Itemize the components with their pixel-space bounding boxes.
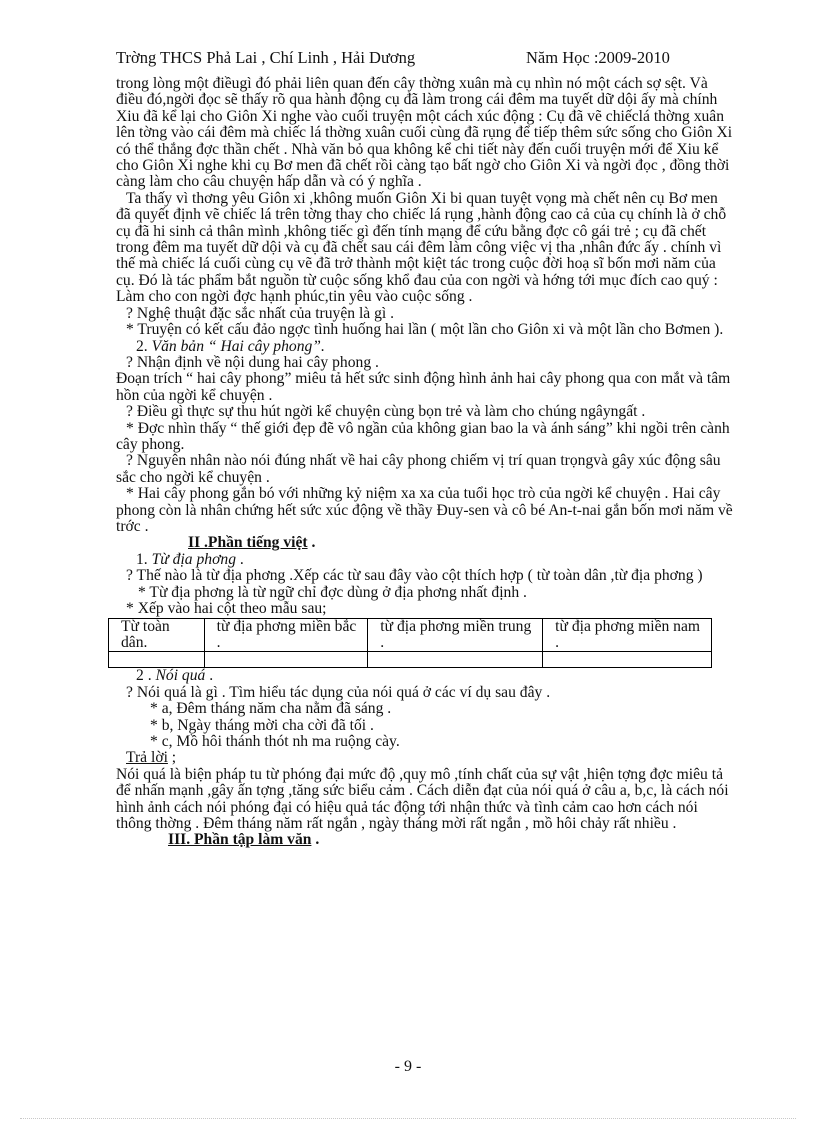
- table-cell: [204, 652, 368, 668]
- table-header-cell: từ địa phơng miền trung .: [368, 619, 543, 652]
- header-school-year: Năm Học :2009-2010: [526, 48, 670, 67]
- question-cause: ? Nguyên nhân nào nói đúng nhất về hai cây phong chiếm vị trí quan trọngvà gây xúc động sâu sắc cho ngời kể chuyện .: [116, 452, 721, 486]
- paragraph-bo-men-1: trong lòng một điềugì đó phải liên quan đến cây thờng xuân mà cụ nhìn nó một cách sợ sệt. Và điều đó,ngời đọc sẽ thấy rõ qua hành động cụ đã làm trong cái đêm ma tuyết dữ dội ấy mà chính Xiu đã kể lại cho Giôn Xi nghe vào cuối truyện một cách xúc động : Cụ đã vẽ chiếclá thờng xuân lên tờng vào cái đêm mà chiếc lá thờng xuân cuối cùng đã rụng để tiếp thêm sức sống cho Giôn Xi có thể thắng đợc thần chết . Nhà văn bỏ qua không kể chi tiết này đến cuối truyện mới để Xiu kể cho Giôn Xi nghe khi cụ Bơ men đã chết rồi càng tạo bất ngờ cho Giôn Xi và ngời đọc , đồng thời càng làm cho câu chuyện hấp dẫn và có ý nghĩa .: [116, 75, 733, 191]
- dialect-table: [108, 618, 712, 668]
- part-heading-tieng-viet: II .Phần tiếng việt .: [188, 534, 316, 552]
- table-header-cell: từ địa phơng miền bắc .: [204, 619, 368, 652]
- table-header-cell: từ địa phơng miền nam .: [543, 619, 712, 652]
- table-row: [109, 652, 712, 668]
- question-art: ? Nghệ thuật đặc sắc nhất của truyện là gì .: [126, 304, 395, 322]
- question-attraction: ? Điều gì thực sự thu hút ngời kể chuyện cùng bọn trẻ và làm cho chúng ngâyngất .: [126, 403, 646, 421]
- answer-attraction: * Đợc nhìn thấy “ thế giới đẹp đẽ vô ngần của không gian bao la và ánh sáng” khi ngồi trên cành cây phong.: [116, 419, 730, 453]
- part-title: II .Phần tiếng việt: [188, 534, 308, 552]
- answer-dialect: * Từ địa phơng là từ ngữ chỉ đợc dùng ở địa phơng nhất định .: [138, 583, 527, 601]
- question-dialect: ? Thế nào là từ địa phơng .Xếp các từ sau đây vào cột thích hợp ( từ toàn dân ,từ địa phơng ): [126, 567, 703, 585]
- header-school: Trờng THCS Phả Lai , Chí Linh , Hải Dương: [116, 48, 416, 67]
- example-a: * a, Đêm tháng năm cha nằm đã sáng .: [150, 700, 392, 718]
- section-number: 2.: [136, 337, 152, 355]
- instruction-table: * Xếp vào hai cột theo mẫu sau;: [126, 600, 327, 617]
- answer-cause: * Hai cây phong gắn bó với những kỷ niệm xa xa của tuổi học trò của ngời kể chuyện . Hai cây phong còn là nhân chứng hết sức xúc động về thầy Đuy-sen và cô bé An-t-nai gắn bốn mơi năm về trớc .: [116, 485, 733, 535]
- table-cell: [109, 652, 205, 668]
- question-hyperbole: ? Nói quá là gì . Tìm hiểu tác dụng của nói quá ở các ví dụ sau đây .: [126, 683, 551, 701]
- page-header: [116, 48, 716, 70]
- table-cell: [543, 652, 712, 668]
- part-title: III. Phần tập làm văn: [168, 831, 312, 849]
- section-title: Nói quá: [155, 667, 206, 685]
- paragraph-bo-men-2: Ta thấy vì thơng yêu Giôn xi ,không muốn Giôn Xi bi quan tuyệt vọng mà chết nên cụ Bơ men đã quyết định vẽ chiếc lá trên tờng thay cho chiếc lá rụng ,hành động cao cả của cụ chính là ở chỗ cụ đã hi sinh cả thân mình ,không tiếc gì đến tính mạng để cứu bằng đợc cô gái trẻ ; cụ đã chết trong đêm ma tuyết dữ dội và cụ đã chết sau cái đêm làm công việc vị tha ,nhân đức ấy . chính vì thế mà chiếc lá cuối cùng cụ vẽ đã trở thành một kiệt tác trong cuộc đời hoạ sĩ bốn mơi năm của cụ. Đó là tác phẩm bắt nguồn từ cuộc sống khổ đau của con ngời và hớng tới mục đích cao quý : Làm cho con ngời đợc hạnh phúc,tin yêu vào cuộc sống .: [116, 189, 727, 306]
- answer-art: * Truyện có kết cấu đảo ngợc tình huống hai lần ( một lần cho Giôn xi và một lần cho Bơmen ).: [126, 321, 724, 339]
- answer-content: Đoạn trích “ hai cây phong” miêu tả hết sức sinh động hình ảnh hai cây phong qua con mắt và tâm hồn của ngời kể chuyện .: [116, 370, 731, 404]
- section-heading-noi-qua: 2 . Nói quá .: [136, 667, 214, 685]
- section-title: Từ địa phơng: [151, 550, 237, 568]
- table-header-cell: Từ toàn dân.: [109, 619, 205, 652]
- table-cell: [368, 652, 543, 668]
- page-bottom-divider: [20, 1118, 796, 1119]
- question-content: ? Nhận định về nội dung hai cây phong .: [126, 353, 379, 371]
- example-c: * c, Mồ hôi thánh thót nh ma ruộng cày.: [150, 733, 400, 751]
- example-b: * b, Ngày tháng mời cha cời đã tối .: [150, 716, 374, 734]
- answer-label: Trả lời ;: [126, 749, 177, 767]
- section-heading-hai-cay-phong: [116, 339, 736, 355]
- section-title: Văn bản “ Hai cây phong”.: [151, 337, 325, 355]
- part-heading-tap-lam-van: III. Phần tập làm văn .: [168, 831, 320, 849]
- answer-hyperbole: Nói quá là biện pháp tu từ phóng đại mức độ ,quy mô ,tính chất của sự vật ,hiện tợng đợc miêu tả để nhấn mạnh ,gây ấn tợng ,tăng sức biểu cảm . Cách diễn đạt của nói quá ở câu a, b,c, là cách nói hình ảnh cách nói phóng đại có hiệu quả tác động tới nhận thức và tình cảm cao hơn cách nói thông thờng . Đêm tháng năm rất ngắn , ngày tháng mời rất ngắn , mồ hôi chảy rất nhiều .: [116, 765, 729, 833]
- document-body: [116, 76, 736, 849]
- table-header-row: [109, 619, 712, 652]
- section-heading-tu-dia-phuong: 1. Từ địa phơng .: [136, 550, 244, 568]
- page-number: - 9 -: [394, 1058, 422, 1075]
